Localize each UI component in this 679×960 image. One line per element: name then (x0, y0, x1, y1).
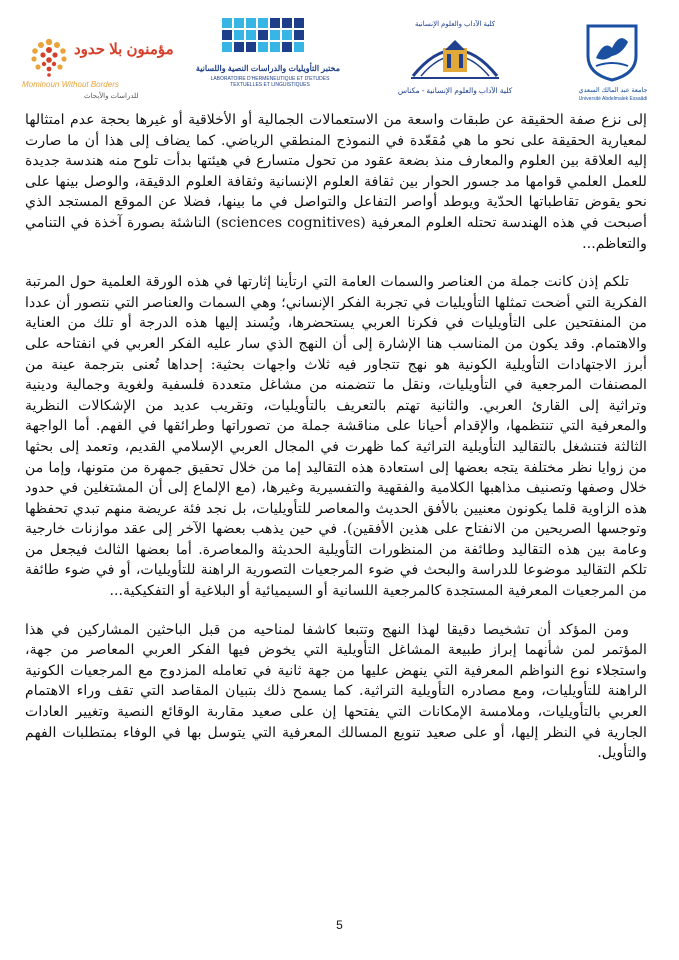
faculty-bottom-text: كلية الآداب والعلوم الإنسانية - مكناس (397, 86, 513, 95)
mominoun-logo (22, 18, 174, 100)
page-number: 5 (336, 918, 343, 932)
university-name-fr: Université Abdelmalek Essaâdi (578, 96, 648, 102)
faculty-top-text: كلية الآداب والعلوم الإنسانية (414, 21, 496, 28)
mominoun-emblem-icon (28, 36, 70, 78)
document-body (25, 110, 647, 782)
laboratory-name-fr: LABORATOIRE D'HERMENEUTIQUE ET D'ETUDES TEXTUELLES ET LINGUISTIQUES (210, 76, 330, 88)
university-emblem-icon (582, 22, 642, 82)
mominoun-name-en: Mominoun Without Borders (22, 80, 119, 89)
header-logos (22, 18, 657, 113)
laboratory-logo (192, 18, 342, 98)
university-logo (570, 18, 655, 108)
paragraph-2: تلكم إذن كانت جملة من العناصر والسمات العامة التي ارتأينا إثارتها في هذه الورقة العلمية حول المرتبة الفكرية التي أضحت تمثلها التأويليات في تجربة الفكر الإنساني؛ وهي السمات والعناصر التي نتصور أن عددا من المنفتحين على التأويليات في فكرنا العربي يستحضرها، ويُسند إليها هذه الدرجة أو تلك من العناية والاهتمام. وقد يكون من المناسب هنا الإشارة إلى أن النهج الذي سار عليه الفكر العربي في انفتاحه على أبرز الاجتهادات التأويلية الكونية هو نهج تتجاور فيه ثلاث واجهات بحثية: إحداها تُعنى بترجمة عينة من المصنفات المرجعية في التأويليات، ونقل ما تتضمنه من مشاغل متعددة فلسفية ولغوية وجمالية ودينية وتراثية إلى القارئ العربي. والثانية تهتم بالتعريف بالتأويليات، وتقريب عديد من الإشكالات النظرية والمعرفية التي تنتظمها، والإقدام أحيانا على مناقشة جملة من تصوراتها وطرائقها في الفهم. أما الواجهة الثالثة فتنشغل بالتقاليد التأويلية التراثية كما ظهرت في المجال العربي الإسلامي القديم، وتعمد إلى بحثها من زوايا نظر مختلفة يتجه بعضها إلى استعادة هذه التقاليد إما من خلال تحقيق جمهرة من متونها، وإما من خلال وصفها وتصنيف مذاهبها الكلامية والفقهية والتفسيرية وغيرها، (مع الإلماع إلى أن المشتغلين في حدود هذه الزاوية قلما يكونون معنيين بالأفق الحديث والمعاصر للتأويليات، بل نجد فئة عريضة منهم تبدي تحفظها وتوجسها الصريحين من الانفتاح على هذين الأفقين). في حين يذهب بعضها الآخر إلى عقد موازنات خارجية وعامة بين هذه التقاليد وطائفة من المنظورات التأويلية الحديثة والمعاصرة. أما بعضها الثالث فيجعل من تلكم التقاليد موضوعا للدراسة والبحث في ضوء المرجعيات التصورية الراهنة للتأويليات، أو في ضوء طائفة من المرجعيات المعرفية المستجدة كالمرجعية اللسانية أو السيميائية أو البلاغية أو التفكيكية... (25, 274, 647, 600)
faculty-emblem-icon (407, 30, 503, 84)
paragraph-3: ومن المؤكد أن تشخيصا دقيقا لهذا النهج وتتبعا كاشفا لمناحيه من قبل الباحثين المشاركين في هذا المؤتمر لمن شأنهما إبراز طبيعة المشاغل التأويلية التي يخوض فيها الفكر العربي المعاصر من جهة، واستجلاء نوع النواظم المعرفية التي ينهض عليها من جهة ثانية في تعامله المزدوج مع المرجعيات الكونية الراهنة للتأويليات، ومع مصادره التأويلية التراثية. كما يسمح ذلك بتبيان المقاصد التي تقف وراء الاهتمام العربي بالتأويليات، وملامسة الإمكانات التي يفتحها إن على صعيد مقاربة الوقائع النصية وتغيير العادات الجارية في النظر إليها، أو على صعيد تنويع المسالك المعرفية التي يتوسل بها في الوفاء بمتطلبات الفهم والتأويل. (25, 621, 647, 762)
laboratory-grid-icon (222, 18, 312, 58)
university-name-ar: جامعة عبد المالك السعدي (578, 87, 648, 94)
mominoun-subtitle: للدراسات والأبحاث (84, 93, 139, 100)
faculty-meknes-logo (392, 18, 517, 100)
mominoun-name-ar: مؤمنون بلا حدود (74, 41, 174, 58)
paragraph-1: إلى نزع صفة الحقيقة عن طبقات واسعة من الاستعمالات الجمالية أو الأخلاقية أو غيرها بحجة عدم امتثالها لمعيارية الحقيقة على نحو ما هي مُقعّدة في النموذج المنطقي الرياضي. كما يضاف إلى هذا أن ما صارت إليه العلاقة بين العلوم والمعارف منذ بضعة عقود من تحول متسارع في هيئتها بدأت تلوح منه هندسة جديدة للعمل العلمي قوامها مد جسور الحوار بين ثقافة العلوم الإنسانية وثقافة العلوم الدقيقة، والوصل بينها على نحو يقوض تقاطباتها الحدّية ويوطد أواصر التفاعل والتواصل في ما بينها، فضلا عن الموقع المستجد الذي أصبحت في هذه الهندسة تحتله العلوم المعرفية (sciences cognitives) الناشئة بصورة آخذة في التنامي والتعاظم... (25, 112, 647, 252)
laboratory-name-ar: مختبر التأويليات والدراسات النصية واللسانية (195, 64, 340, 73)
